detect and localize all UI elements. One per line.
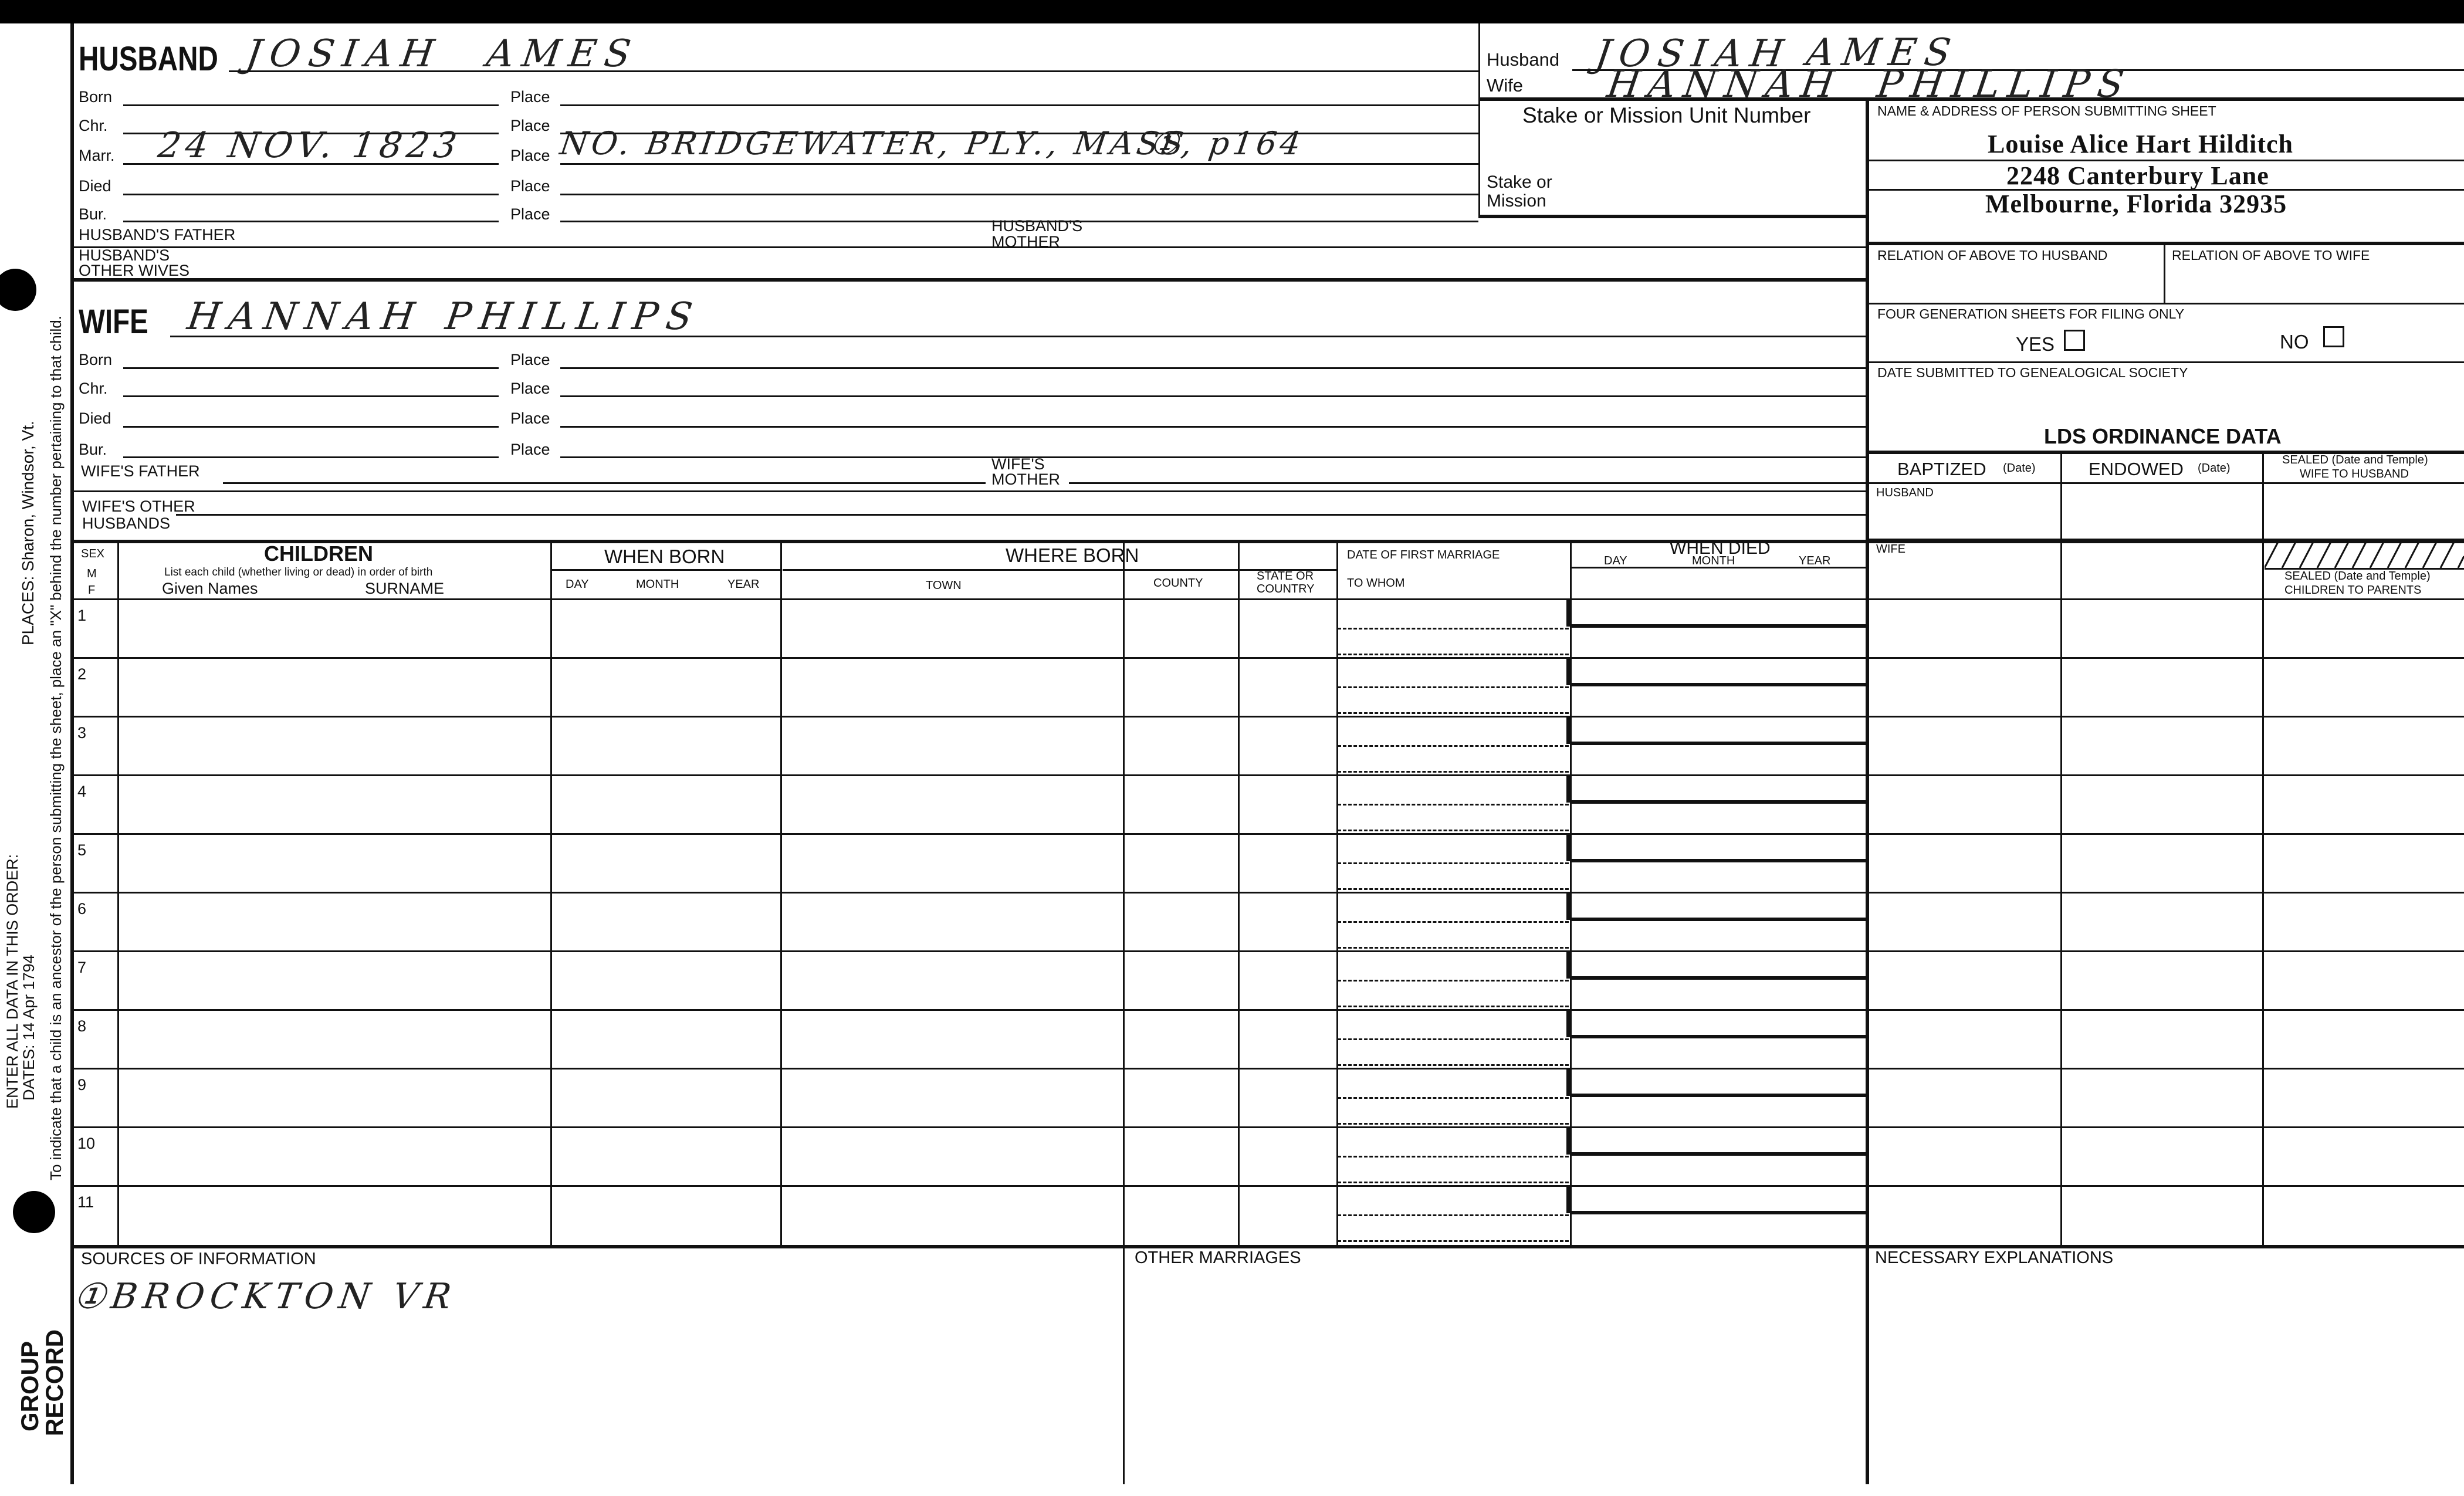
child-row-separator bbox=[72, 1068, 2464, 1069]
child-marriage-dash bbox=[1338, 1214, 1569, 1216]
lds-endowed-label: ENDOWED bbox=[2089, 459, 2184, 479]
lds-header-bottom bbox=[1868, 482, 2464, 484]
husband-marr-label: Marr. bbox=[79, 147, 115, 164]
child-towhom-dash bbox=[1338, 1182, 1569, 1183]
child-row-number: 6 bbox=[77, 900, 87, 918]
wife-chr-place-line bbox=[560, 395, 1867, 397]
submitter-city: Melbourne, Florida 32935 bbox=[1985, 189, 2287, 218]
lds-baptized-label: BAPTIZED bbox=[1897, 459, 1986, 479]
four-gen-yes-label: YES bbox=[2016, 333, 2055, 355]
wife-mother-label-1: WIFE'S bbox=[991, 455, 1045, 473]
child-died-bracket-line bbox=[1570, 800, 1866, 804]
wife-chr-line bbox=[123, 395, 499, 397]
husband-other-wives-1: HUSBAND'S bbox=[79, 246, 170, 264]
child-died-bracket-line bbox=[1570, 976, 1866, 980]
where-born-label: WHERE BORN bbox=[1006, 544, 1139, 566]
child-died-bracket-side bbox=[1566, 834, 1570, 861]
husband-bur-place-label: Place bbox=[510, 205, 550, 223]
child-row-number: 2 bbox=[77, 665, 87, 683]
four-gen-no-label: NO bbox=[2280, 331, 2309, 353]
husband-born-line bbox=[123, 104, 499, 106]
child-died-bracket-side bbox=[1566, 776, 1570, 803]
husband-parents-line bbox=[72, 246, 1867, 248]
wife-chr-place-label: Place bbox=[510, 380, 550, 397]
wife-father-label: WIFE'S FATHER bbox=[81, 462, 200, 480]
form-left-border bbox=[70, 23, 74, 1484]
sources-value: ①BROCKTON VR bbox=[71, 1276, 460, 1317]
lds-baptized-date-label: (Date) bbox=[2003, 462, 2036, 475]
wife-died-place-line bbox=[560, 426, 1867, 428]
children-subheader-line-died bbox=[1570, 567, 1866, 568]
lds-col-divider-1 bbox=[2060, 451, 2062, 1245]
relation-box-bottom bbox=[1868, 303, 2464, 304]
child-died-bracket-line bbox=[1570, 742, 1866, 745]
lds-hatched-cell bbox=[2265, 540, 2464, 569]
child-marriage-dash bbox=[1338, 1156, 1569, 1157]
when-born-label: WHEN BORN bbox=[604, 546, 725, 567]
child-died-bracket-line bbox=[1570, 859, 1866, 862]
child-died-bracket-side bbox=[1566, 1010, 1570, 1037]
wife-mother-label-2: MOTHER bbox=[991, 471, 1060, 488]
margin-instruction-text: To indicate that a child is an ancestor of the person submitting the sheet, place an "X" behind the number pertaining to that child. bbox=[47, 316, 65, 1180]
wife-father-line bbox=[223, 482, 986, 484]
wife-born-place-label: Place bbox=[510, 351, 550, 368]
wife-died-place-label: Place bbox=[510, 409, 550, 427]
child-died-bracket-side bbox=[1566, 1186, 1570, 1213]
unit-stake-number-label: Stake or Mission Unit Number bbox=[1522, 103, 1811, 127]
where-born-state-1: STATE OR bbox=[1257, 570, 1314, 583]
margin-places-text: PLACES: Sharon, Windsor, Vt. bbox=[19, 421, 37, 645]
wife-surname: PHILLIPS bbox=[442, 295, 703, 339]
child-died-bracket-side bbox=[1566, 600, 1570, 627]
husband-died-place-line bbox=[560, 194, 1478, 195]
unit-wife-surname: PHILLIPS bbox=[1874, 63, 2135, 106]
wife-born-line bbox=[123, 367, 499, 369]
margin-record-title: RECORD bbox=[40, 1329, 68, 1436]
husband-marr-place-label: Place bbox=[510, 147, 550, 164]
children-title: CHILDREN bbox=[264, 541, 373, 566]
lds-wife-label: WIFE bbox=[1876, 543, 1905, 556]
child-towhom-dash bbox=[1338, 771, 1569, 773]
relation-wife-label: RELATION OF ABOVE TO WIFE bbox=[2172, 248, 2370, 263]
husband-section-bottom bbox=[72, 278, 1867, 282]
when-born-year: YEAR bbox=[727, 578, 760, 591]
child-marriage-dash bbox=[1338, 980, 1569, 981]
husband-heading: HUSBAND bbox=[79, 40, 218, 78]
child-row-number: 3 bbox=[77, 724, 87, 742]
children-header-bottom bbox=[72, 598, 2464, 600]
child-died-bracket-side bbox=[1566, 658, 1570, 685]
date-submitted-label: DATE SUBMITTED TO GENEALOGICAL SOCIETY bbox=[1877, 365, 2188, 380]
child-died-bracket-side bbox=[1566, 1069, 1570, 1096]
when-died-month: MONTH bbox=[1692, 554, 1735, 567]
child-row-separator bbox=[72, 1009, 2464, 1011]
where-born-state-2: COUNTRY bbox=[1257, 583, 1315, 595]
child-died-bracket-side bbox=[1566, 893, 1570, 920]
husband-other-wives-2: OTHER WIVES bbox=[79, 262, 190, 279]
child-row-separator bbox=[72, 657, 2464, 659]
bottom-divider-1 bbox=[1123, 1245, 1125, 1484]
wife-bur-label: Bur. bbox=[79, 441, 107, 458]
lds-sealed-label-2: WIFE TO HUSBAND bbox=[2300, 468, 2409, 480]
child-towhom-dash bbox=[1338, 947, 1569, 949]
husband-died-line bbox=[123, 194, 499, 195]
sources-label: SOURCES OF INFORMATION bbox=[81, 1250, 316, 1268]
child-marriage-dash bbox=[1338, 1097, 1569, 1099]
four-gen-bottom bbox=[1868, 361, 2464, 363]
child-towhom-dash bbox=[1338, 1123, 1569, 1125]
child-row-separator bbox=[72, 716, 2464, 717]
husband-marr-line bbox=[123, 163, 499, 165]
children-sex-label: SEX bbox=[81, 547, 105, 560]
child-died-bracket-line bbox=[1570, 1035, 1866, 1038]
wife-name-line bbox=[170, 336, 1867, 337]
lds-sealed-children-2: CHILDREN TO PARENTS bbox=[2284, 584, 2422, 597]
lds-husband-label: HUSBAND bbox=[1876, 486, 1934, 499]
submitter-name: Louise Alice Hart Hilditch bbox=[1988, 130, 2293, 158]
lds-endowed-date-label: (Date) bbox=[2198, 462, 2231, 475]
child-row-separator bbox=[72, 950, 2464, 952]
unit-stake-label-2: Mission bbox=[1487, 191, 1546, 211]
child-row-separator bbox=[72, 833, 2464, 835]
child-row-separator bbox=[72, 774, 2464, 776]
wife-father-row-bottom bbox=[72, 490, 1867, 492]
husband-born-place-line bbox=[560, 104, 1478, 106]
to-whom-label: TO WHOM bbox=[1347, 577, 1405, 590]
unit-box-left-border bbox=[1478, 23, 1480, 217]
child-marriage-dash bbox=[1338, 1038, 1569, 1040]
child-row-number: 4 bbox=[77, 783, 87, 800]
wife-born-label: Born bbox=[79, 351, 113, 368]
husband-name-line bbox=[229, 70, 1478, 72]
child-row-number: 5 bbox=[77, 841, 87, 859]
child-towhom-dash bbox=[1338, 830, 1569, 831]
margin-group-title: GROUP bbox=[16, 1341, 43, 1431]
child-row-number: 7 bbox=[77, 959, 87, 976]
husband-chr-label: Chr. bbox=[79, 117, 108, 134]
husband-born-place-label: Place bbox=[510, 88, 550, 106]
child-marriage-dash bbox=[1338, 686, 1569, 688]
husband-father-label: HUSBAND'S FATHER bbox=[79, 226, 236, 243]
children-surname-label: SURNAME bbox=[365, 580, 445, 597]
child-died-bracket-side bbox=[1566, 717, 1570, 744]
husband-died-label: Died bbox=[79, 177, 111, 195]
other-marriages-label: OTHER MARRIAGES bbox=[1135, 1248, 1301, 1267]
wife-chr-label: Chr. bbox=[79, 380, 108, 397]
husband-bur-line bbox=[123, 221, 499, 222]
children-subheader-line-born bbox=[551, 569, 780, 571]
wife-born-place-line bbox=[560, 367, 1867, 369]
wife-mother-line bbox=[1069, 482, 1867, 484]
husband-marriage-ref: ①, p164 bbox=[1147, 125, 1307, 162]
child-died-bracket-line bbox=[1570, 1211, 1866, 1214]
child-died-bracket-line bbox=[1570, 918, 1866, 921]
child-row-number: 11 bbox=[77, 1193, 94, 1211]
husband-chr-place-label: Place bbox=[510, 117, 550, 134]
child-marriage-dash bbox=[1338, 862, 1569, 864]
child-died-bracket-line bbox=[1570, 1094, 1866, 1097]
child-towhom-dash bbox=[1338, 1240, 1569, 1242]
unit-stake-label-1: Stake or bbox=[1487, 172, 1552, 192]
husband-marriage-place: NO. BRIDGEWATER, PLY., MASS bbox=[557, 125, 1190, 162]
children-subheader-line-where bbox=[783, 569, 1336, 571]
four-gen-yes-checkbox[interactable] bbox=[2064, 330, 2085, 351]
four-gen-label: FOUR GENERATION SHEETS FOR FILING ONLY bbox=[1877, 306, 2185, 321]
when-born-month: MONTH bbox=[636, 578, 679, 591]
child-row-number: 10 bbox=[77, 1135, 96, 1152]
wife-other-husbands-1: WIFE'S OTHER bbox=[82, 497, 195, 515]
punch-hole-bottom bbox=[13, 1191, 55, 1233]
wife-bur-place-line bbox=[560, 456, 1867, 458]
children-given-names-label: Given Names bbox=[162, 580, 258, 597]
husband-surname: AMES bbox=[483, 32, 642, 76]
where-born-county: COUNTY bbox=[1153, 577, 1203, 590]
punch-hole-top bbox=[0, 269, 36, 311]
child-died-bracket-line bbox=[1570, 1152, 1866, 1156]
child-marriage-dash bbox=[1338, 804, 1569, 805]
unit-box-bottom bbox=[1478, 215, 1868, 218]
wife-died-line bbox=[123, 426, 499, 428]
unit-husband-label: Husband bbox=[1487, 49, 1560, 70]
child-row-number: 9 bbox=[77, 1076, 87, 1094]
child-died-bracket-line bbox=[1570, 624, 1866, 628]
child-died-bracket-line bbox=[1570, 683, 1866, 686]
margin-enter-all-text: ENTER ALL DATA IN THIS ORDER: bbox=[4, 854, 21, 1109]
lds-sealed-children-1: SEALED (Date and Temple) bbox=[2284, 570, 2431, 583]
relation-divider bbox=[2164, 243, 2165, 304]
wife-other-husbands-2: HUSBANDS bbox=[82, 515, 171, 532]
wife-died-label: Died bbox=[79, 409, 111, 427]
child-row-number: 1 bbox=[77, 607, 87, 624]
lds-sealed-label-1: SEALED (Date and Temple) bbox=[2282, 453, 2428, 466]
wife-heading: WIFE bbox=[79, 303, 148, 341]
when-died-year: YEAR bbox=[1799, 554, 1831, 567]
husband-mother-label-1: HUSBAND'S bbox=[991, 217, 1083, 235]
wife-bur-place-label: Place bbox=[510, 441, 550, 458]
first-marriage-label: DATE OF FIRST MARRIAGE bbox=[1347, 549, 1500, 561]
unit-wife-label: Wife bbox=[1487, 75, 1523, 96]
unit-husband-surname: AMES bbox=[1803, 31, 1962, 75]
lds-title: LDS ORDINANCE DATA bbox=[2044, 424, 2282, 448]
child-marriage-dash bbox=[1338, 745, 1569, 747]
husband-given-name: JOSIAH bbox=[243, 32, 445, 76]
wife-given-name: HANNAH bbox=[184, 295, 426, 339]
when-born-day: DAY bbox=[566, 578, 589, 591]
husband-marr-place-line bbox=[560, 163, 1478, 165]
husband-born-label: Born bbox=[79, 88, 113, 106]
unit-wife-line bbox=[1478, 97, 2464, 101]
four-gen-no-checkbox[interactable] bbox=[2323, 326, 2344, 347]
husband-died-place-label: Place bbox=[510, 177, 550, 195]
submitter-box-bottom bbox=[1868, 242, 2464, 245]
submitter-street: 2248 Canterbury Lane bbox=[2006, 161, 2269, 190]
margin-dates-text: DATES: 14 Apr 1794 bbox=[20, 955, 38, 1101]
child-row-separator bbox=[72, 892, 2464, 893]
when-died-day: DAY bbox=[1604, 554, 1627, 567]
husband-bur-label: Bur. bbox=[79, 205, 107, 223]
wife-other-husbands-line bbox=[176, 514, 1867, 516]
where-born-town: TOWN bbox=[926, 579, 962, 592]
child-row-number: 8 bbox=[77, 1017, 87, 1035]
child-died-bracket-side bbox=[1566, 1128, 1570, 1155]
child-towhom-dash bbox=[1338, 712, 1569, 714]
children-m-label: M bbox=[87, 567, 97, 580]
children-f-label: F bbox=[88, 584, 96, 597]
child-towhom-dash bbox=[1338, 888, 1569, 890]
husband-marriage-date: 24 NOV. 1823 bbox=[155, 125, 464, 166]
relation-husband-label: RELATION OF ABOVE TO HUSBAND bbox=[1877, 248, 2108, 263]
child-marriage-dash bbox=[1338, 921, 1569, 923]
top-scan-border bbox=[0, 0, 2464, 23]
submitter-label: NAME & ADDRESS OF PERSON SUBMITTING SHEET bbox=[1877, 103, 2216, 119]
children-instruction: List each child (whether living or dead) in order of birth bbox=[164, 566, 433, 578]
wife-bur-line bbox=[123, 456, 499, 458]
child-towhom-dash bbox=[1338, 654, 1569, 655]
unit-wife-given: HANNAH bbox=[1604, 63, 1846, 106]
explanations-label: NECESSARY EXPLANATIONS bbox=[1875, 1248, 2114, 1267]
child-towhom-dash bbox=[1338, 1006, 1569, 1007]
husband-mother-label-2: MOTHER bbox=[991, 233, 1060, 251]
unit-husband-given: JOSIAH bbox=[1592, 32, 1795, 76]
child-towhom-dash bbox=[1338, 1064, 1569, 1066]
child-row-separator bbox=[72, 1126, 2464, 1128]
right-panel-divider bbox=[1866, 97, 1869, 1484]
when-died-label: WHEN DIED bbox=[1670, 539, 1771, 558]
child-row-separator bbox=[72, 1185, 2464, 1187]
child-marriage-dash bbox=[1338, 628, 1569, 629]
child-died-bracket-side bbox=[1566, 952, 1570, 979]
lds-col-divider-2 bbox=[2262, 451, 2264, 1245]
